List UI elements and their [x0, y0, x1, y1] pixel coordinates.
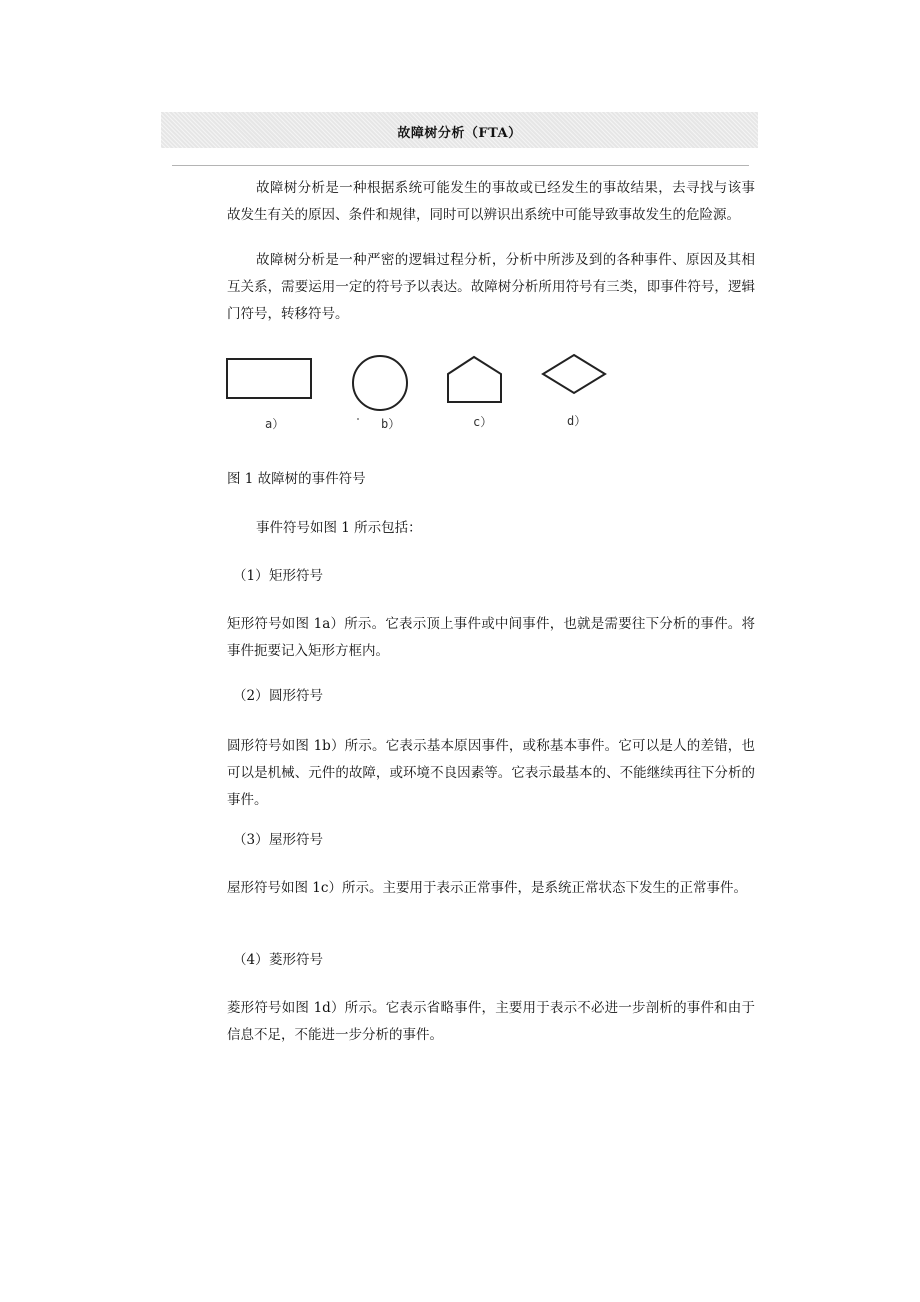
- section-title: 屋形符号: [269, 832, 323, 848]
- house-symbol: [448, 357, 501, 402]
- section-number: （1）: [233, 568, 269, 584]
- section-title: 矩形符号: [269, 568, 323, 584]
- section-body-1: 矩形符号如图 1a）所示。它表示顶上事件或中间事件，也就是需要往下分析的事件。将事件扼要记入矩形方框内。: [227, 616, 755, 659]
- section-heading-2: [233, 683, 323, 710]
- rectangle-symbol: [227, 359, 311, 398]
- intro-paragraph-2: 故障树分析是一种严密的逻辑过程分析，分析中所涉及到的各种事件、原因及其相互关系，需要运用一定的符号予以表达。故障树分析所用符号有三类，即事件符号，逻辑门符号，转移符号。: [227, 252, 755, 322]
- figure-label-a: a）: [265, 417, 285, 431]
- circle-symbol: [353, 356, 407, 410]
- section-body-4: 菱形符号如图 1d）所示。它表示省略事件，主要用于表示不必进一步剖析的事件和由于信息不足，不能进一步分析的事件。: [227, 1000, 755, 1043]
- section-heading-3: [233, 827, 323, 854]
- event-symbols-figure: [215, 348, 625, 440]
- section-number: （2）: [233, 688, 269, 704]
- title-divider: [172, 165, 749, 166]
- figure-label-c: c）: [473, 415, 493, 429]
- section-number: （4）: [233, 952, 269, 968]
- figure-label-d: d）: [567, 414, 587, 428]
- section-heading-4: [233, 947, 323, 974]
- diamond-symbol: [543, 355, 605, 393]
- page-title: 故障树分析（FTA）: [397, 126, 522, 141]
- section-title: 菱形符号: [269, 952, 323, 968]
- section-body-2: 圆形符号如图 1b）所示。它表示基本原因事件，或称基本事件。它可以是人的差错，也可以是机械、元件的故障，或环境不良因素等。它表示最基本的、不能继续再往下分析的事件。: [227, 738, 755, 808]
- title-banner: [161, 112, 758, 148]
- section-number: （3）: [233, 832, 269, 848]
- section-heading-1: [233, 563, 323, 590]
- lead-in-paragraph: 事件符号如图 1 所示包括：: [256, 520, 422, 536]
- section-title: 圆形符号: [269, 688, 323, 704]
- scan-speck: [357, 418, 359, 420]
- figure-caption: 图 1 故障树的事件符号: [227, 471, 366, 487]
- figure-label-b: b）: [381, 417, 401, 431]
- section-body-3: 屋形符号如图 1c）所示。主要用于表示正常事件，是系统正常状态下发生的正常事件。: [227, 880, 747, 896]
- intro-paragraph-1: 故障树分析是一种根据系统可能发生的事故或已经发生的事故结果，去寻找与该事故发生有关的原因、条件和规律，同时可以辨识出系统中可能导致事故发生的危险源。: [227, 180, 755, 223]
